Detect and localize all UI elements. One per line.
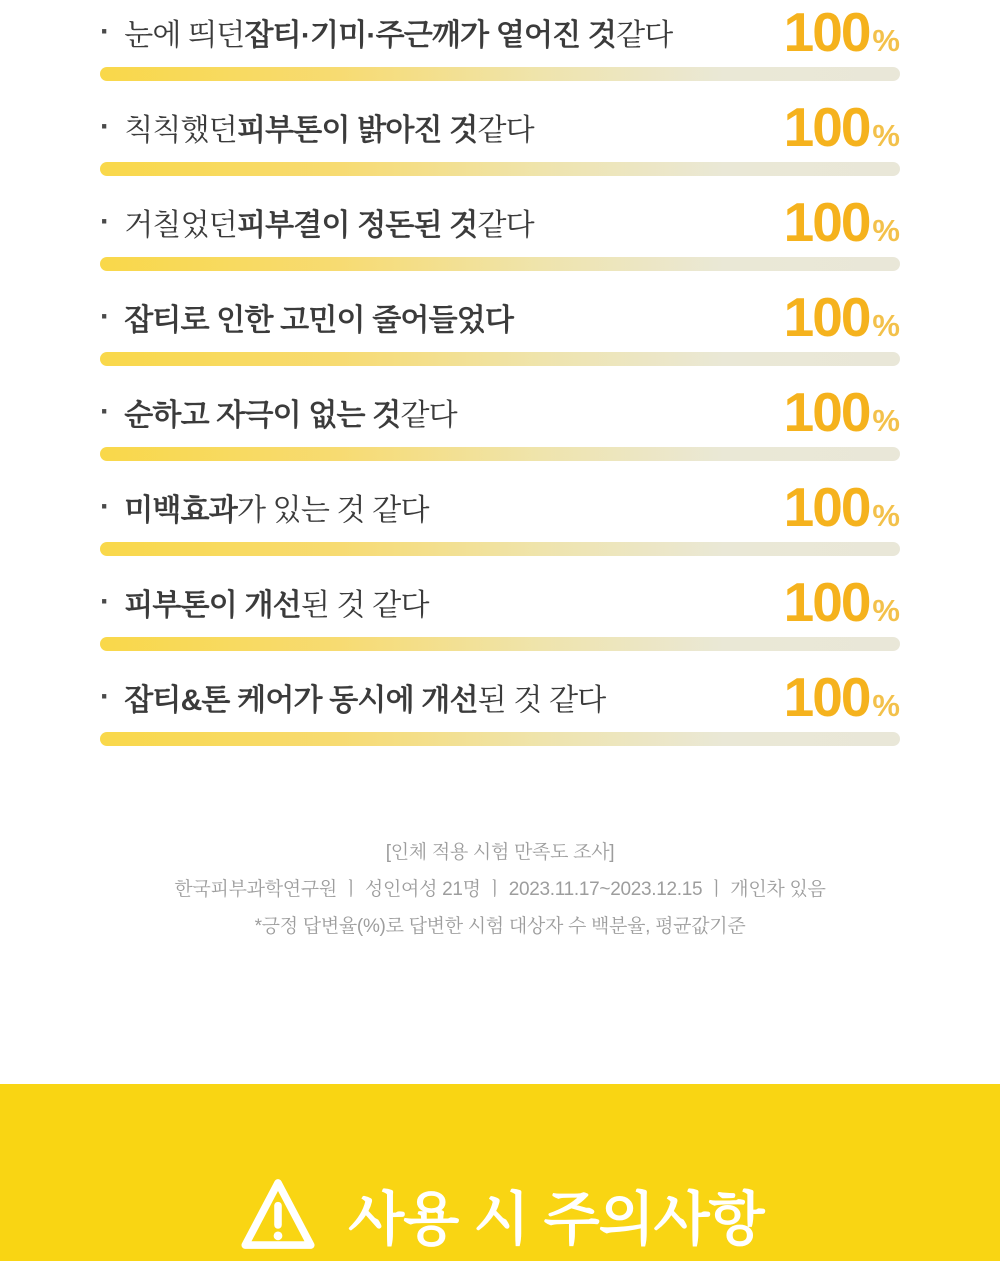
bullet-dot: ·: [100, 300, 110, 333]
survey-footnote: [100, 834, 900, 945]
survey-item-text: [100, 390, 457, 434]
footnote-test-info: 한국피부과학연구원 ㅣ 성인여성 21명 ㅣ 2023.11.17~2023.12.15 ㅣ 개인차 있음: [174, 879, 826, 900]
gradient-bar: [100, 447, 900, 461]
survey-item-row: [100, 286, 900, 348]
survey-item-segment: 피부톤이 밝아진 것: [236, 114, 478, 147]
survey-item-text: [100, 580, 429, 624]
survey-item-segment: 피부결이 정돈된 것: [236, 209, 478, 242]
percent-sign: %: [872, 118, 900, 153]
caution-banner: [0, 1084, 1000, 1261]
bullet-dot: ·: [100, 15, 110, 48]
gradient-bar: [100, 257, 900, 271]
percent-number: 100: [783, 286, 870, 348]
survey-item: [100, 381, 900, 461]
survey-item-text: [100, 200, 534, 244]
percent-sign: %: [872, 498, 900, 533]
percent-sign: %: [872, 23, 900, 58]
survey-item-value: [783, 191, 900, 253]
warning-triangle-icon: [236, 1172, 320, 1256]
percent-sign: %: [872, 213, 900, 248]
gradient-bar: [100, 67, 900, 81]
bullet-dot: ·: [100, 110, 110, 143]
survey-item-value: [783, 571, 900, 633]
survey-item-value: [783, 381, 900, 443]
percent-number: 100: [783, 666, 870, 728]
gradient-bar: [100, 637, 900, 651]
caution-banner-title: 사용 시 주의사항: [348, 1187, 764, 1252]
survey-item-row: [100, 96, 900, 158]
percent-number: 100: [783, 96, 870, 158]
survey-item-text: [100, 675, 605, 719]
survey-item: [100, 571, 900, 651]
bullet-dot: ·: [100, 490, 110, 523]
footnote-method: *긍정 답변율(%)로 답변한 시험 대상자 수 백분율, 평균값기준: [254, 916, 746, 937]
survey-item: [100, 286, 900, 366]
bullet-dot: ·: [100, 205, 110, 238]
survey-item-text: [100, 295, 513, 339]
percent-sign: %: [872, 688, 900, 723]
gradient-bar: [100, 732, 900, 746]
survey-item-value: [783, 286, 900, 348]
percent-number: 100: [783, 1, 870, 63]
survey-item-segment: 된 것 같다: [477, 684, 606, 717]
survey-item-text: [100, 485, 429, 529]
survey-item-segment: 순하고 자극이 없는 것: [124, 399, 401, 432]
survey-item-segment: 같다: [616, 19, 673, 52]
survey-item-value: [783, 96, 900, 158]
survey-item: [100, 96, 900, 176]
survey-item-text: [100, 105, 534, 149]
survey-item: [100, 666, 900, 746]
survey-item-segment: 잡티&톤 케어가 동시에 개선: [124, 684, 478, 717]
bullet-dot: ·: [100, 680, 110, 713]
gradient-bar: [100, 542, 900, 556]
survey-item: [100, 476, 900, 556]
survey-item-segment: 잡티로 인한 고민이 줄어들었다: [124, 304, 514, 337]
survey-item-segment: 같다: [477, 114, 534, 147]
percent-number: 100: [783, 476, 870, 538]
survey-item-row: [100, 191, 900, 253]
percent-number: 100: [783, 571, 870, 633]
survey-item-segment: 눈에 띄던: [124, 19, 245, 52]
survey-item-segment: 된 것 같다: [300, 589, 429, 622]
survey-item-segment: 피부톤이 개선: [124, 589, 301, 622]
survey-item-segment: 거칠었던: [124, 209, 237, 242]
caution-banner-content: [0, 1172, 1000, 1256]
percent-sign: %: [872, 308, 900, 343]
survey-item-value: [783, 666, 900, 728]
footnote-title: [인체 적용 시험 만족도 조사]: [385, 842, 615, 863]
percent-sign: %: [872, 403, 900, 438]
survey-item-segment: 칙칙했던: [124, 114, 237, 147]
survey-item: [100, 191, 900, 271]
percent-number: 100: [783, 381, 870, 443]
survey-item-segment: 같다: [477, 209, 534, 242]
survey-item-row: [100, 571, 900, 633]
survey-item-value: [783, 476, 900, 538]
survey-item-segment: 잡티·기미·주근깨가 옅어진 것: [244, 19, 617, 52]
survey-item-text: [100, 10, 672, 54]
survey-item-row: [100, 666, 900, 728]
gradient-bar: [100, 352, 900, 366]
survey-item-segment: 가 있는 것 같다: [236, 494, 429, 527]
survey-item-row: [100, 1, 900, 63]
bullet-dot: ·: [100, 585, 110, 618]
percent-number: 100: [783, 191, 870, 253]
survey-item-segment: 같다: [400, 399, 457, 432]
survey-item-row: [100, 476, 900, 538]
survey-item-row: [100, 381, 900, 443]
survey-item: [100, 1, 900, 81]
survey-item-value: [783, 1, 900, 63]
bullet-dot: ·: [100, 395, 110, 428]
gradient-bar: [100, 162, 900, 176]
survey-item-segment: 미백효과: [124, 494, 237, 527]
percent-sign: %: [872, 593, 900, 628]
survey-list: [100, 1, 900, 746]
